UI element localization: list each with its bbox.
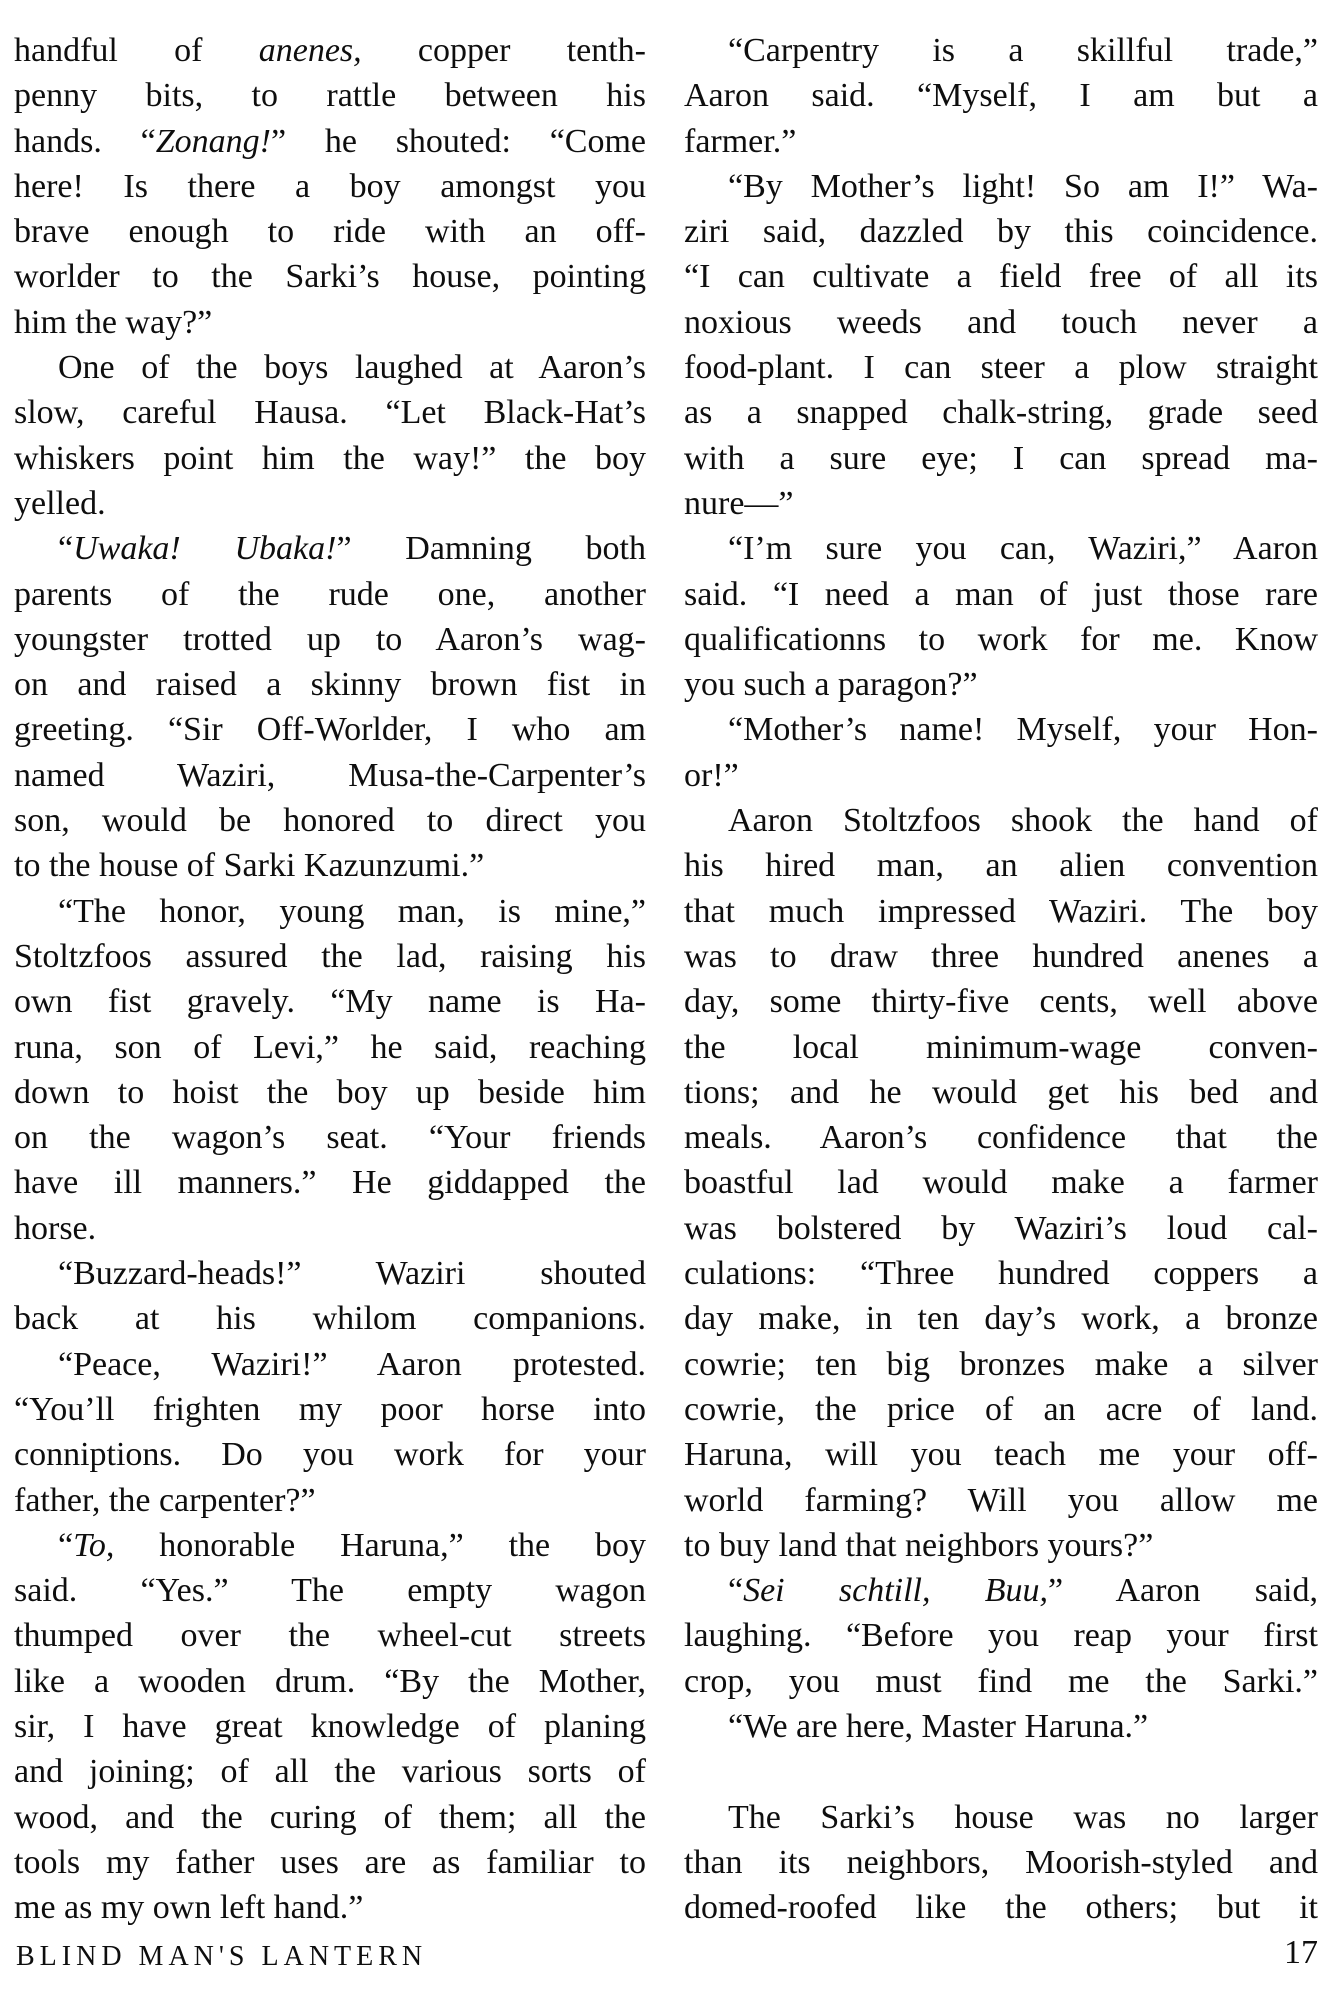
text-line: worlder to the Sarki’s house, pointing — [14, 258, 646, 296]
text-line: that much impressed Waziri. The boy — [684, 892, 1318, 930]
text-line — [684, 1749, 1318, 1794]
text-line: his hired man, an alien convention — [684, 847, 1318, 885]
text-line: “You’ll frighten my poor horse into — [14, 1390, 646, 1428]
text-line: or!” — [684, 756, 739, 794]
text-line: “We are here, Master Haruna.” — [728, 1707, 1149, 1745]
text-line: thumped over the wheel-cut streets — [14, 1617, 646, 1655]
text-line: as a snapped chalk-string, grade seed — [684, 394, 1318, 432]
text-line: slow, careful Hausa. “Let Black-Hat’s — [14, 394, 646, 432]
text-line: runa, son of Levi,” he said, reaching — [14, 1028, 646, 1066]
text-line: here! Is there a boy amongst you — [14, 167, 646, 205]
text-line: on and raised a skinny brown fist in — [14, 666, 646, 704]
text-line: me as my own left hand.” — [14, 1889, 364, 1927]
text-line: the local minimum-wage conven- — [684, 1028, 1318, 1066]
right-text-column — [684, 28, 1318, 1930]
text-line: farmer.” — [684, 122, 797, 160]
text-line: horse. — [14, 1209, 97, 1247]
text-line: with a sure eye; I can spread ma- — [684, 439, 1318, 477]
text-line: wood, and the curing of them; all the — [14, 1798, 646, 1836]
text-line: noxious weeds and touch never a — [684, 303, 1318, 341]
text-line: Aaron Stoltzfoos shook the hand of — [728, 802, 1318, 840]
text-line: “By Mother’s light! So am I!” Wa- — [728, 167, 1318, 205]
text-line: was bolstered by Waziri’s loud cal- — [684, 1209, 1318, 1247]
text-line: down to hoist the boy up beside him — [14, 1073, 646, 1111]
text-line: brave enough to ride with an off- — [14, 213, 646, 251]
text-line: tools my father uses are as familiar to — [14, 1843, 646, 1881]
left-text-column — [14, 28, 646, 1930]
text-line: domed-roofed like the others; but it — [684, 1889, 1318, 1927]
text-line: “Sei schtill, Buu,” Aaron said, — [728, 1572, 1318, 1610]
text-line: nure—” — [684, 484, 794, 522]
text-line: you such a paragon?” — [684, 666, 978, 704]
text-line: father, the carpenter?” — [14, 1481, 316, 1519]
text-line: Haruna, will you teach me your off- — [684, 1436, 1318, 1474]
text-line: was to draw three hundred anenes a — [684, 937, 1318, 975]
text-line: on the wagon’s seat. “Your friends — [14, 1119, 646, 1157]
text-line: “I’m sure you can, Waziri,” Aaron — [728, 530, 1318, 568]
text-line: “Buzzard-heads!” Waziri shouted — [58, 1255, 646, 1293]
text-line: penny bits, to rattle between his — [14, 77, 646, 115]
text-line: laughing. “Before you reap your first — [684, 1617, 1318, 1655]
text-line: boastful lad would make a farmer — [684, 1164, 1318, 1202]
text-line: Aaron said. “Myself, I am but a — [684, 77, 1318, 115]
text-line: “The honor, young man, is mine,” — [58, 892, 646, 930]
text-line: greeting. “Sir Off-Worlder, I who am — [14, 711, 646, 749]
text-line: named Waziri, Musa-the-Carpenter’s — [14, 756, 646, 794]
text-line: own fist gravely. “My name is Ha- — [14, 983, 646, 1021]
text-line: “Carpentry is a skillful trade,” — [728, 32, 1318, 69]
text-line: yelled. — [14, 484, 106, 522]
text-line: sir, I have great knowledge of planing — [14, 1707, 646, 1745]
text-line: youngster trotted up to Aaron’s wag- — [14, 620, 646, 658]
text-line: crop, you must find me the Sarki.” — [684, 1662, 1318, 1700]
text-line: parents of the rude one, another — [14, 575, 646, 613]
text-line: said. “Yes.” The empty wagon — [14, 1572, 646, 1610]
text-line: hands. “Zonang!” he shouted: “Come — [14, 122, 646, 160]
text-line: and joining; of all the various sorts of — [14, 1753, 646, 1791]
text-line: day make, in ten day’s work, a bronze — [684, 1300, 1318, 1338]
page-number: 17 — [1284, 1934, 1318, 1971]
text-line: like a wooden drum. “By the Mother, — [14, 1662, 646, 1700]
text-line: “Peace, Waziri!” Aaron protested. — [58, 1345, 646, 1383]
text-line: have ill manners.” He giddapped the — [14, 1164, 646, 1202]
text-line: meals. Aaron’s confidence that the — [684, 1119, 1318, 1157]
text-line: him the way?” — [14, 303, 213, 341]
text-line: One of the boys laughed at Aaron’s — [58, 349, 646, 387]
running-footer-title: BLIND MAN'S LANTERN — [16, 1941, 428, 1972]
text-line: world farming? Will you allow me — [684, 1481, 1318, 1519]
text-line: tions; and he would get his bed and — [684, 1073, 1318, 1111]
text-line: “Mother’s name! Myself, your Hon- — [728, 711, 1318, 749]
text-line: back at his whilom companions. — [14, 1300, 646, 1338]
text-line: food-plant. I can steer a plow straight — [684, 349, 1318, 387]
text-line: qualificationns to work for me. Know — [684, 620, 1318, 658]
text-line: conniptions. Do you work for your — [14, 1436, 646, 1474]
text-line: ziri said, dazzled by this coincidence. — [684, 213, 1318, 251]
text-line: The Sarki’s house was no larger — [728, 1798, 1318, 1836]
text-line: culations: “Three hundred coppers a — [684, 1255, 1318, 1293]
text-line: day, some thirty-five cents, well above — [684, 983, 1318, 1021]
text-line: to the house of Sarki Kazunzumi.” — [14, 847, 485, 885]
text-line: son, would be honored to direct you — [14, 802, 646, 840]
text-line: than its neighbors, Moorish-styled and — [684, 1843, 1318, 1881]
text-line: “To, honorable Haruna,” the boy — [58, 1526, 646, 1564]
text-line: handful of anenes, copper tenth- — [14, 32, 647, 69]
text-line: “Uwaka! Ubaka!” Damning both — [58, 530, 646, 568]
text-line: Stoltzfoos assured the lad, raising his — [14, 937, 646, 975]
text-line: whiskers point him the way!” the boy — [14, 439, 646, 477]
text-line: to buy land that neighbors yours?” — [684, 1526, 1154, 1564]
text-line: said. “I need a man of just those rare — [684, 575, 1318, 613]
text-line: cowrie; ten big bronzes make a silver — [684, 1345, 1318, 1383]
text-line: “I can cultivate a field free of all its — [684, 258, 1318, 296]
text-line: cowrie, the price of an acre of land. — [684, 1390, 1318, 1428]
